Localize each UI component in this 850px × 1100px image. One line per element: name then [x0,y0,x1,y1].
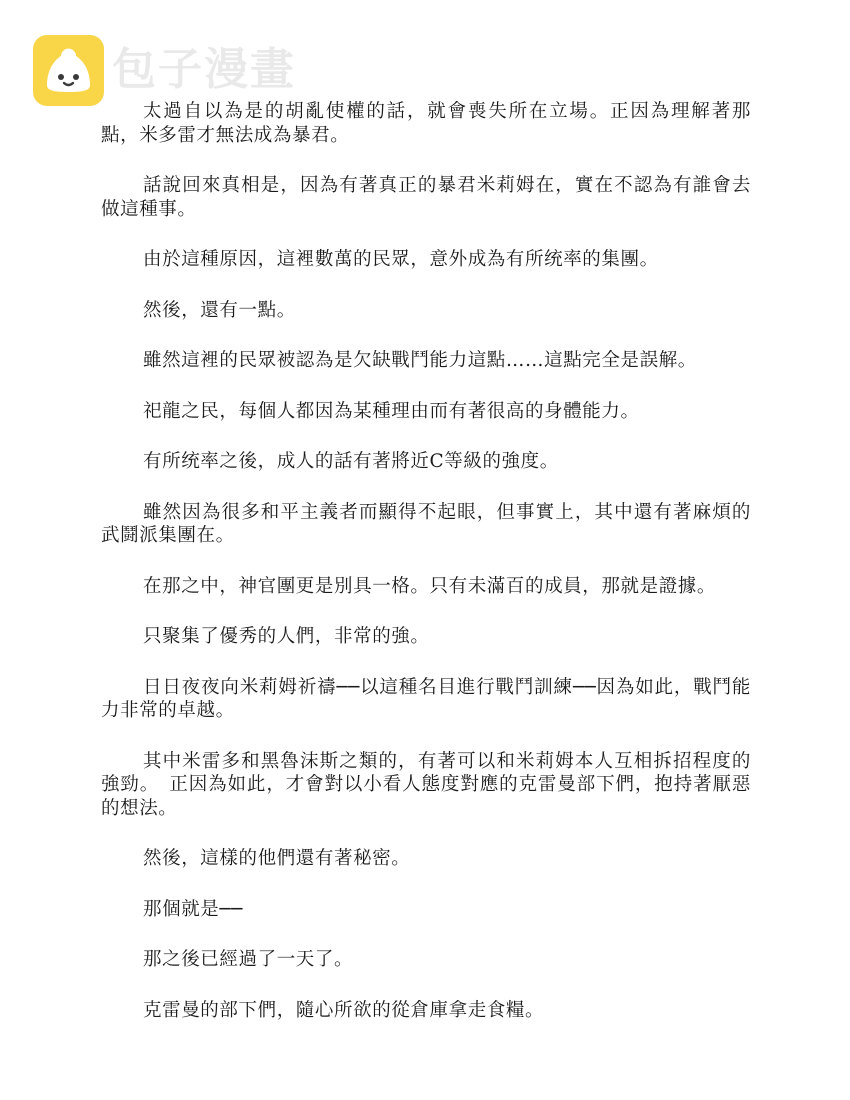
paragraph: 有所统率之後，成人的話有著將近C等級的強度。 [143,451,559,472]
paragraph: 克雷曼的部下們，隨心所欲的從倉庫拿走食糧。 [143,999,545,1021]
paragraph: 只聚集了優秀的人們，非常的強。 [143,626,430,647]
paragraph: 然後，這樣的他們還有著秘密。 [143,848,411,869]
paragraph: 雖然這裡的民眾被認為是欠缺戰鬥能力這點……這點完全是誤解。 [143,350,697,371]
bun-icon [33,35,104,106]
paragraph: 話說回來真相是，因為有著真正的暴君米莉姆在，實在不認為有誰會去做這種事。 [101,175,751,220]
paragraph: 在那之中，神官團更是別具一格。只有未滿百的成員，那就是證據。 [143,575,717,597]
document-body [101,100,751,1049]
paragraph: 其中米雷多和黑魯沫斯之類的，有著可以和米莉姆本人互相拆招程度的強勁。 正因為如此，才會對以小看人態度對應的克雷曼部下們，抱持著厭惡的想法。 [101,750,751,819]
paragraph: 由於這種原因，這裡數萬的民眾，意外成為有所统率的集團。 [143,249,659,270]
paragraph: 雖然因為很多和平主義者而顯得不起眼，但事實上，其中還有著麻煩的武鬪派集團在。 [101,501,751,546]
watermark-text: 包子漫畫 [112,44,296,95]
paragraph: 太過自以為是的胡亂使權的話，就會喪失所在立場。正因為理解著那點，米多雷才無法成為暴君。 [101,101,751,146]
paragraph: 日日夜夜向米莉姆祈禱──以這種名目進行戰鬥訓練──因為如此，戰鬥能力非常的卓越。 [101,676,751,721]
paragraph: 那個就是── [143,898,243,920]
paragraph: 那之後已經過了一天了。 [143,949,354,970]
watermark-logo [33,34,296,106]
paragraph: 祀龍之民，每個人都因為某種理由而有著很高的身體能力。 [143,400,640,422]
paragraph: 然後，還有一點。 [143,299,296,321]
